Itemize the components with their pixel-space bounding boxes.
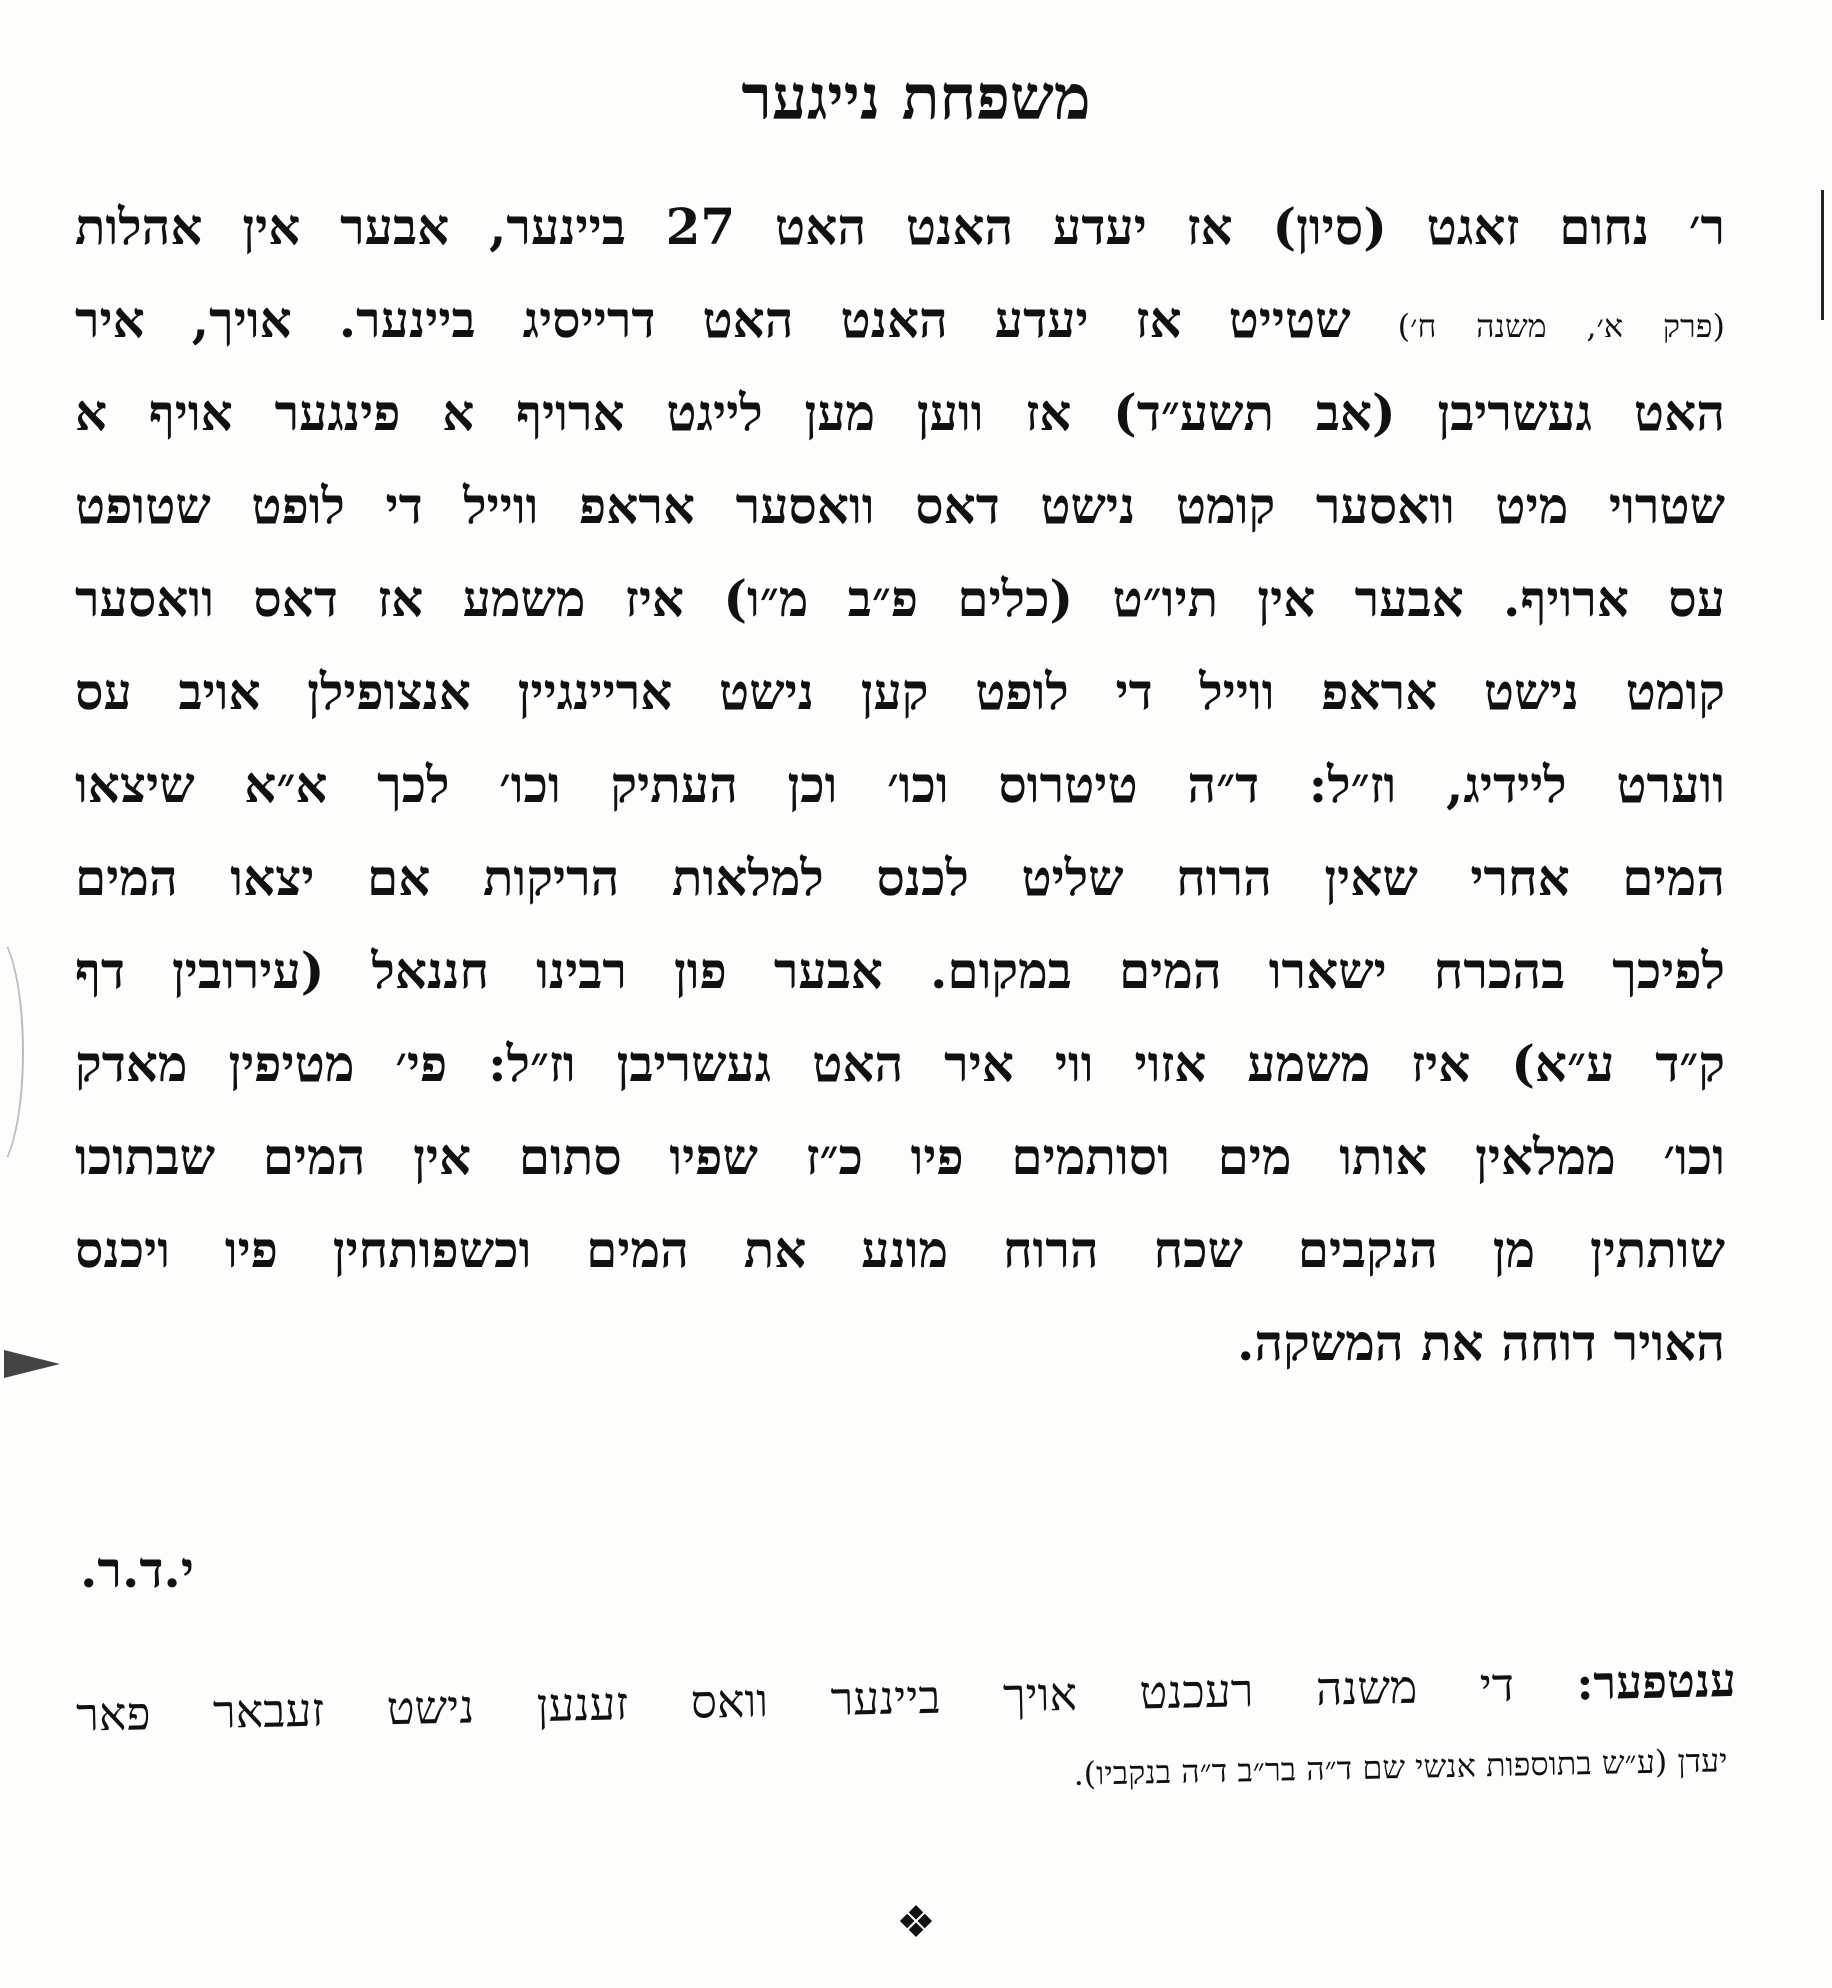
signature-initials: י.ד.ר. [80,1540,194,1599]
text-line: ווערט ליידיג, וז״ל: ד״ה טיטרוס וכו׳ וכן העתיק וכו׳ לכך א״א שיצאו [75,755,1725,814]
text-segment: שטייט אז יעדע האנט האט דרייסיג ביינער. אויך, איר [75,290,1351,349]
text-line: שותתין מן הנקבים שכח הרוח מונע את המים וכשפותחין פיו ויכנס [75,1220,1725,1279]
note-line: יעדן (ע״ש בתוספות אנשי שם ד״ה בר״ב ד״ה בנקביו). [1073,1741,1728,1793]
text-line: האויר דוחה את המשקה. [1236,1313,1725,1372]
text-line: האט געשריבן (אב תשע״ד) אז ווען מען לייגט ארויף א פינגער אויף א [75,383,1725,442]
text-line: וכו׳ ממלאין אותו מים וסותמים פיו כ״ז שפיו סתום אין המים שבתוכו [75,1127,1725,1186]
text-line: ר׳ נחום זאגט (סיון) אז יעדע האנט האט 27 ביינער, אבער אין אהלות [75,197,1725,256]
text-line: לפיכך בהכרח ישארו המים במקום. אבער פון רבינו חננאל (עירובין דף [75,941,1725,1000]
text-line: המים אחרי שאין הרוח שליט לכנס למלאות הריקות אם יצאו המים [75,848,1725,907]
text-line: שטרוי מיט וואסער קומט נישט דאס וואסער אראפ ווייל די לופט שטופט [75,476,1725,535]
citation: (פרק א׳, משנה ח׳) [1397,307,1725,345]
question-text [75,180,1725,1389]
margin-arrow-icon [4,1350,60,1378]
margin-mark [0,930,24,1174]
answer-label: ענטפער: [1575,1652,1737,1711]
note-text: די משנה רעכנט אויך ביינער וואס זענען נישט זעבאר פאר [75,1657,1515,1742]
ornament-icon: ❖ [896,1897,936,1948]
text-line: קומט נישט אראפ ווייל די לופט קען נישט אריינגיין אנצופילן אויב עס [75,662,1725,721]
text-line: ק״ד ע״א) איז משמע אזוי ווי איר האט געשריבן וז״ל: פי׳ מטיפין מאדק [75,1034,1725,1093]
text-line [75,273,1725,366]
answer-note [75,1640,1738,1835]
text-line: עס ארויף. אבער אין תיו״ט (כלים פ״ב מ״ו) איז משמע אז דאס וואסער [75,569,1725,628]
page-edge-shadow [1821,190,1824,320]
page-title: משפחת נייגער [741,61,1091,134]
